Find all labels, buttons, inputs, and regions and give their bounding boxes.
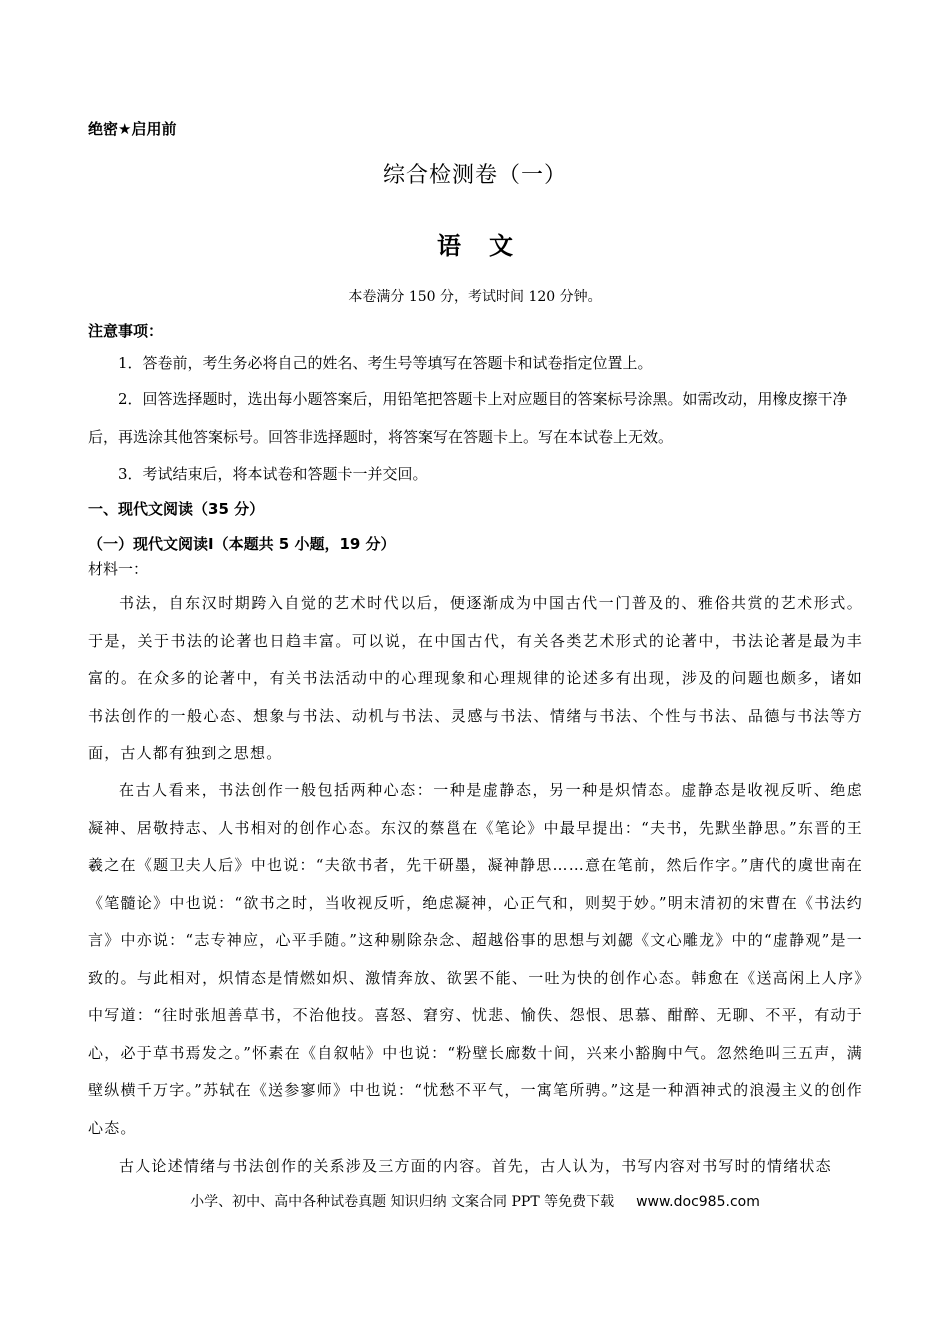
- body-paragraph-1: 书法，自东汉时期跨入自觉的艺术时代以后，便逐渐成为中国古代一门普及的、雅俗共赏的艺术形式。于是，关于书法的论著也日趋丰富。可以说，在中国古代，有关各类艺术形式的论著中，书法论著是最为丰富的。在众多的论著中，有关书法活动中的心理现象和心理规律的论述多有出现，涉及的问题也颇多，诸如书法创作的一般心态、想象与书法、动机与书法、灵感与书法、情绪与书法、个性与书法、品德与书法等方面，古人都有独到之思想。: [88, 594, 863, 762]
- subject-title: 语文: [437, 232, 541, 260]
- material-label: 材料一：: [88, 560, 149, 578]
- note-item-3: 3．考试结束后，将本试卷和答题卡一并交回。: [118, 465, 428, 483]
- sub-section-heading: （一）现代文阅读Ⅰ（本题共 5 小题，19 分）: [88, 535, 396, 553]
- notes-heading: 注意事项：: [88, 322, 164, 340]
- exam-title: 综合检测卷（一）: [382, 163, 567, 188]
- footer-site-link[interactable]: www.doc985.com: [636, 1194, 760, 1210]
- score-info: 本卷满分 150 分，考试时间 120 分钟。: [348, 289, 602, 305]
- note-item-2: 2．回答选择题时，选出每小题答案后，用铅笔把答题卡上对应题目的答案标号涂黑。如需改动，用橡皮擦干净后，再选涂其他答案标号。回答非选择题时，将答案写在答题卡上。写在本试卷上无效。: [88, 390, 848, 446]
- section-heading: 一、现代文阅读（35 分）: [88, 500, 265, 518]
- note-item-1: 1．答卷前，考生务必将自己的姓名、考生号等填写在答题卡和试卷指定位置上。: [118, 354, 653, 372]
- footer: [0, 1191, 950, 1211]
- footer-text: 小学、初中、高中各种试卷真题 知识归纳 文案合同 PPT 等免费下载: [190, 1194, 615, 1210]
- body-paragraph-3: 古人论述情绪与书法创作的关系涉及三方面的内容。首先，古人认为，书写内容对书写时的情绪状态: [119, 1157, 832, 1175]
- body-paragraph-2: 在古人看来，书法创作一般包括两种心态：一种是虚静态，另一种是炽情态。虚静态是收视反听、绝虑凝神、居敬持志、人书相对的创作心态。东汉的蔡邕在《笔论》中最早提出：“夫书，先默坐静思。”东晋的王羲之在《题卫夫人后》中也说：“夫欲书者，先干研墨，凝神静思……意在笔前，然后作字。”唐代的虞世南在《笔髓论》中也说：“欲书之时，当收视反听，绝虑凝神，心正气和，则契于妙。”明末清初的宋曹在《书法约言》中亦说：“志专神应，心平手随。”这种剔除杂念、超越俗事的思想与刘勰《文心雕龙》中的“虚静观”是一致的。与此相对，炽情态是情燃如炽、激情奔放、欲罢不能、一吐为快的创作心态。韩愈在《送高闲上人序》中写道：“往时张旭善草书，不治他技。喜怒、窘穷、忧悲、愉佚、怨恨、思慕、酣醉、无聊、不平，有动于心，必于草书焉发之。”怀素在《自叙帖》中也说：“粉壁长廊数十间，兴来小豁胸中气。忽然绝叫三五声，满壁纵横千万字。”苏轼在《送参寥师》中也说：“忧愁不平气，一寓笔所骋。”这是一种酒神式的浪漫主义的创作心态。: [88, 781, 863, 1137]
- top-secret-label: 绝密★启用前: [88, 120, 177, 138]
